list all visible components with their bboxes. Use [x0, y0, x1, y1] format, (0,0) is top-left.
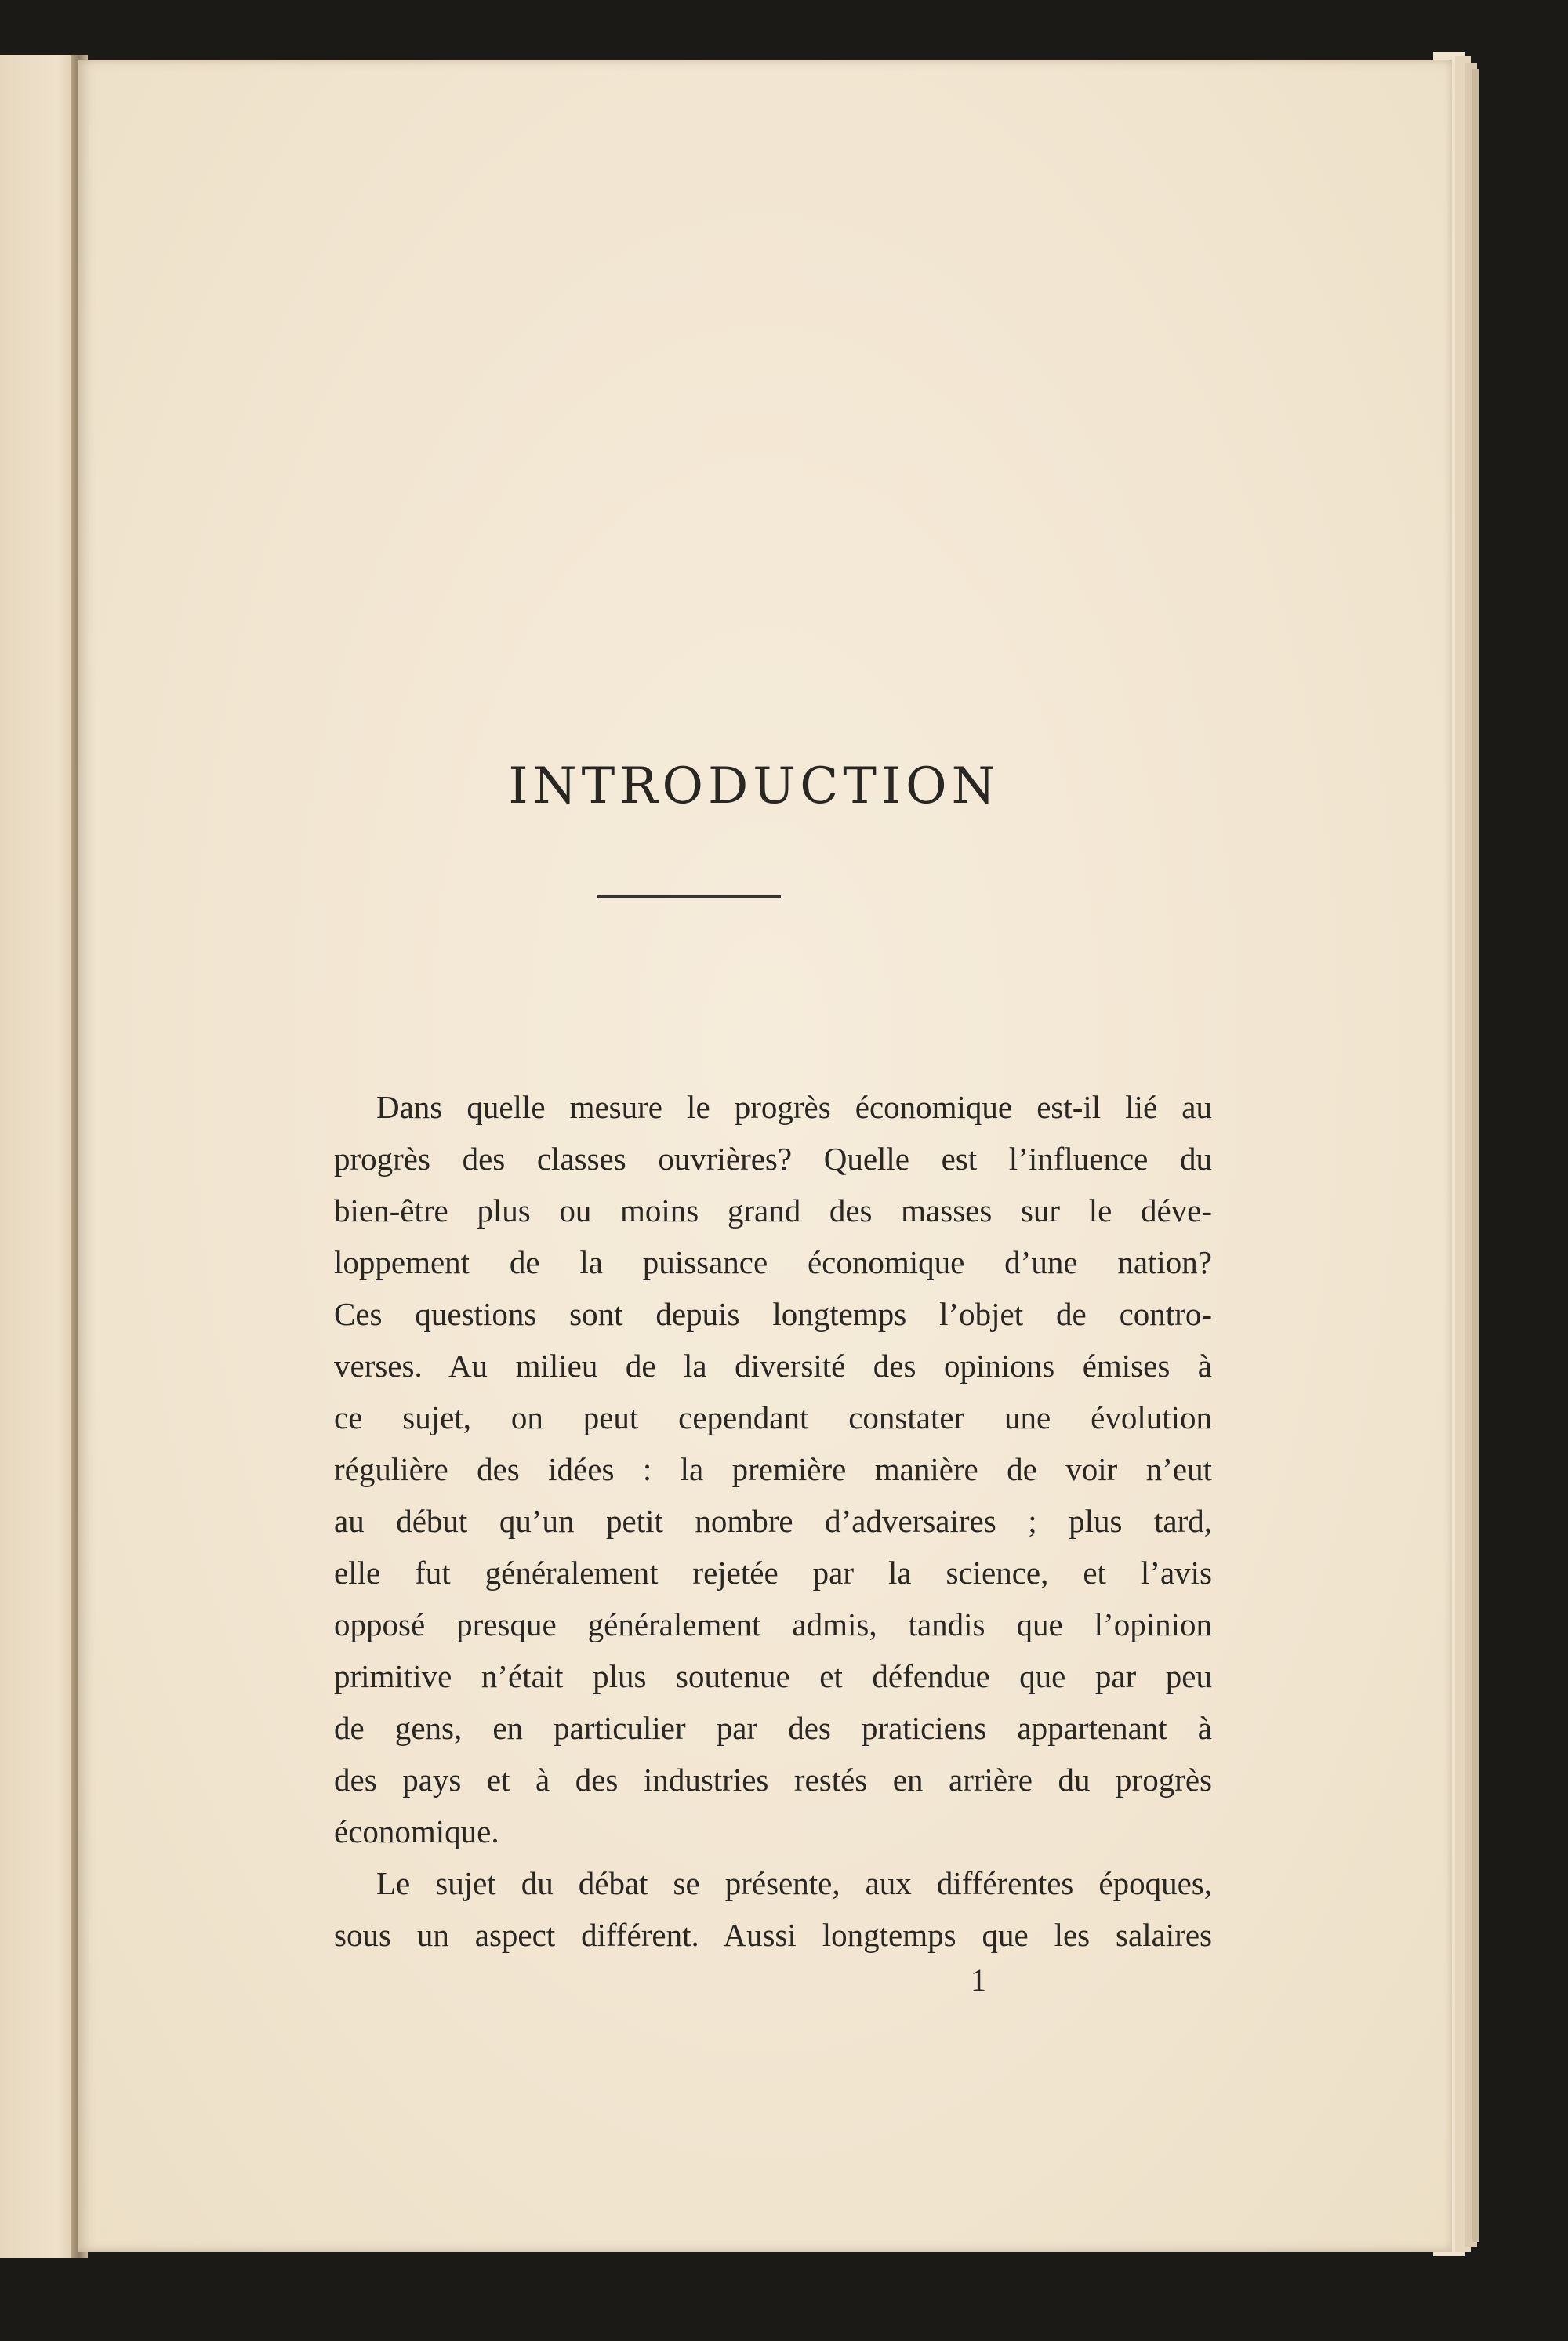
- title-rule: [597, 895, 781, 898]
- text-line: verses. Au milieu de la diversité des opinions émises à: [334, 1348, 1212, 1384]
- text-line: ce sujet, on peut cependant constater une évolution: [334, 1399, 1212, 1435]
- book-page: [78, 60, 1452, 2252]
- text-line: Dans quelle mesure le progrès économique est-il lié au: [376, 1089, 1212, 1125]
- text-line: au début qu’un petit nombre d’adversaires ; plus tard,: [334, 1503, 1212, 1539]
- text-line: primitive n’était plus soutenue et défendue que par peu: [334, 1658, 1212, 1694]
- text-line: de gens, en particulier par des praticiens appartenant à: [334, 1710, 1212, 1746]
- text-line: elle fut généralement rejetée par la science, et l’avis: [334, 1555, 1212, 1591]
- page-edge: [1472, 69, 1479, 2242]
- page-number: 1: [971, 1962, 986, 1998]
- text-line: sous un aspect différent. Aussi longtemps que les salaires: [334, 1917, 1212, 1953]
- text-line: Le sujet du débat se présente, aux différentes époques,: [376, 1865, 1212, 1901]
- text-line: progrès des classes ouvrières? Quelle est l’influence du: [334, 1141, 1212, 1177]
- body-text: [334, 1081, 1212, 1961]
- text-line: des pays et à des industries restés en arrière du progrès: [334, 1762, 1212, 1798]
- text-line: loppement de la puissance économique d’une nation?: [334, 1244, 1212, 1280]
- text-line: Ces questions sont depuis longtemps l’objet de contro-: [334, 1296, 1212, 1332]
- text-line: régulière des idées : la première manière de voir n’eut: [334, 1451, 1212, 1487]
- text-line: économique.: [334, 1813, 499, 1849]
- paragraph-1: [334, 1081, 1212, 1857]
- chapter-title: INTRODUCTION: [508, 757, 1000, 815]
- text-line: bien-être plus ou moins grand des masses sur le déve-: [334, 1192, 1212, 1229]
- text-line: opposé presque généralement admis, tandis que l’opinion: [334, 1606, 1212, 1642]
- paragraph-2: [334, 1857, 1212, 1961]
- previous-page-edge: [0, 55, 82, 2258]
